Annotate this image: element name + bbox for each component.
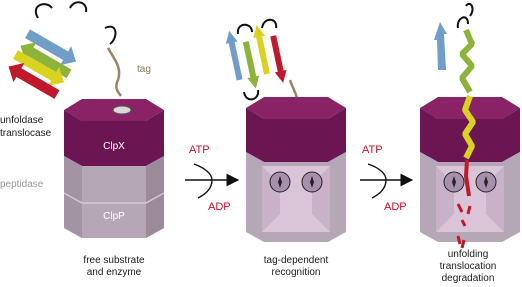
unfoldase-label: unfoldase [0, 115, 44, 126]
loop-2c [262, 20, 276, 28]
fragment-5 [462, 240, 464, 248]
active-site-2a [270, 172, 290, 192]
fragment-2 [468, 206, 470, 214]
clpxp-enzyme-2 [246, 97, 346, 242]
strand-green-3 [462, 30, 472, 92]
adp-label-2: ADP [384, 201, 407, 213]
clpp-label: ClpP [103, 211, 125, 222]
strand-blue-2 [223, 30, 245, 81]
clpp-face-left [64, 156, 82, 238]
atp-label-1: ATP [189, 144, 210, 156]
caption-step-1 [62, 255, 166, 279]
clpx-top-face-2 [246, 97, 346, 119]
loop-2b [244, 90, 258, 99]
loop-2a [238, 25, 252, 34]
tag-label: tag [137, 64, 151, 75]
strand-red-2 [267, 35, 289, 84]
clpx-label: ClpX [103, 141, 125, 152]
loop-1 [36, 4, 52, 18]
atp-label-2: ATP [362, 144, 383, 156]
substrate-protein-1 [3, 2, 121, 104]
atp-arrow-2 [360, 164, 410, 198]
strand-blue-3 [434, 22, 447, 70]
caption-step-3-line-3: degradation [441, 273, 495, 284]
caption-step-2 [244, 255, 348, 279]
atp-arrow-1 [185, 164, 236, 198]
caption-step-1-line-1: free substrate [83, 255, 145, 266]
active-site-3b [476, 172, 496, 192]
loop-3a [458, 17, 468, 28]
active-site-2b [302, 172, 322, 192]
caption-step-3-line-2: translocation [439, 261, 497, 272]
translocase-label: translocase [0, 128, 52, 139]
caption-step-1-line-2: and enzyme [86, 267, 142, 278]
active-site-3a [444, 172, 464, 192]
caption-step-3 [418, 249, 518, 285]
fragment-4 [458, 236, 460, 244]
adp-label-1: ADP [208, 201, 231, 213]
caption-step-3-line-1: unfolding [447, 249, 489, 260]
loop-2 [70, 2, 86, 12]
caption-step-2-line-2: recognition [271, 267, 321, 278]
caption-step-2-line-1: tag-dependent [263, 255, 329, 266]
clpx-pore [113, 106, 131, 114]
clpp-face-right [146, 156, 164, 238]
peptidase-label: peptidase [0, 179, 44, 190]
loop-3 [105, 27, 115, 44]
tag-tail-1 [108, 48, 121, 96]
loop-3b [466, 4, 473, 16]
